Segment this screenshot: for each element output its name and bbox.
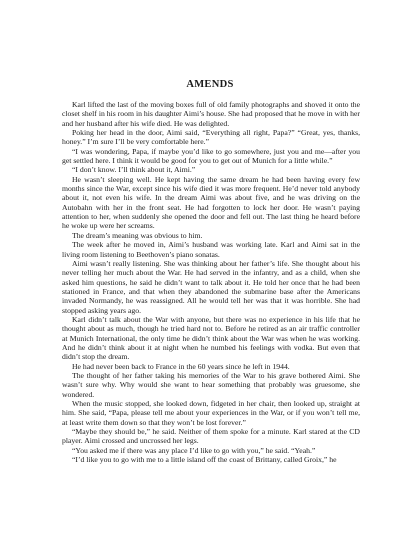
paragraph: When the music stopped, she looked down, fidgeted in her chair, then looked up, straight at him. She said, “Papa, please tell me about your experiences in the War, or if you won’t tell me, at least write them down so that they won’t be lost forever.” <box>62 399 360 427</box>
paragraph: “I don’t know. I’ll think about it, Aimi.” <box>72 165 196 175</box>
paragraph: “I was wondering, Papa, if maybe you’d like to go somewhere, just you and me—after you get settled here. I think it would be good for you to get out of Munich for a little while.” <box>62 146 360 166</box>
paragraph: Poking her head in the door, Aimi said, “Everything all right, Papa?” “Great, yes, thanks, honey.” I’m sure I’ll be very comfortable here.” <box>62 128 360 147</box>
paragraph: Aimi wasn’t really listening. She was thinking about her father’s life. She thought about his never telling her much about the War. He had served in the infantry, and as a child, when she asked him questions, he said he didn’t want to talk about it. He told her once that he had been stationed in France, and that when they abandoned the submarine base after the Americans invaded Normandy, he was reassigned. All he would tell her was that it was horrible. She had stopped asking years ago. <box>62 258 360 315</box>
paragraph: The week after he moved in, Aimi’s husband was working late. Karl and Aimi sat in the living room listening to Beethoven’s piano sonatas. <box>62 240 360 259</box>
paragraph: He wasn’t sleeping well. He kept having the same dream he had been having every few months since the War, except since his wife died it was more frequent. He’d never told anybody about it, not even his wife. In the dream Aimi was about five, and he was driving on the Autobahn with her in the front seat. He had forgotten to lock her door. He wasn’t paying attention to her, when suddenly she opened the door and fell out. The last thing he heard before he woke up were her screams. <box>62 174 360 231</box>
paragraph: The thought of her father taking his memories of the War to his grave bothered Aimi. She wasn’t sure why. Why would she want to hear something that probably was gruesome, she wondered. <box>62 370 360 399</box>
paragraph: “Maybe they should be,” he said. Neither of them spoke for a minute. Karl stared at the CD player. Aimi crossed and uncrossed her legs. <box>62 427 360 446</box>
paragraph: Karl lifted the last of the moving boxes full of old family photographs and shoved it onto the closet shelf in his room in his daughter Aimi’s house. She had proposed that he move in with her and her husband after his wife died. He was delighted. <box>62 100 360 128</box>
paragraph: Karl didn’t talk about the War with anyone, but there was no experience in his life that he thought about as much, though he tried hard not to. Before he retired as an air traffic controller at Munich International, the only time he didn’t think about the War was when he was working. And he didn’t think about it at night when he numbed his feelings with vodka. But even that didn’t stop the dream. <box>62 314 360 362</box>
paragraph: He had never been back to France in the 60 years since he left in 1944. <box>72 361 290 371</box>
story-title: AMENDS <box>186 79 234 90</box>
paragraph: The dream’s meaning was obvious to him. <box>72 230 203 240</box>
story-body <box>62 100 360 464</box>
paragraph: “You asked me if there was any place I’d like to go with you,” he said. “Yeah.” <box>72 445 316 455</box>
paragraph: “I’d like you to go with me to a little island off the coast of Brittany, called Groix,” he <box>72 455 337 465</box>
